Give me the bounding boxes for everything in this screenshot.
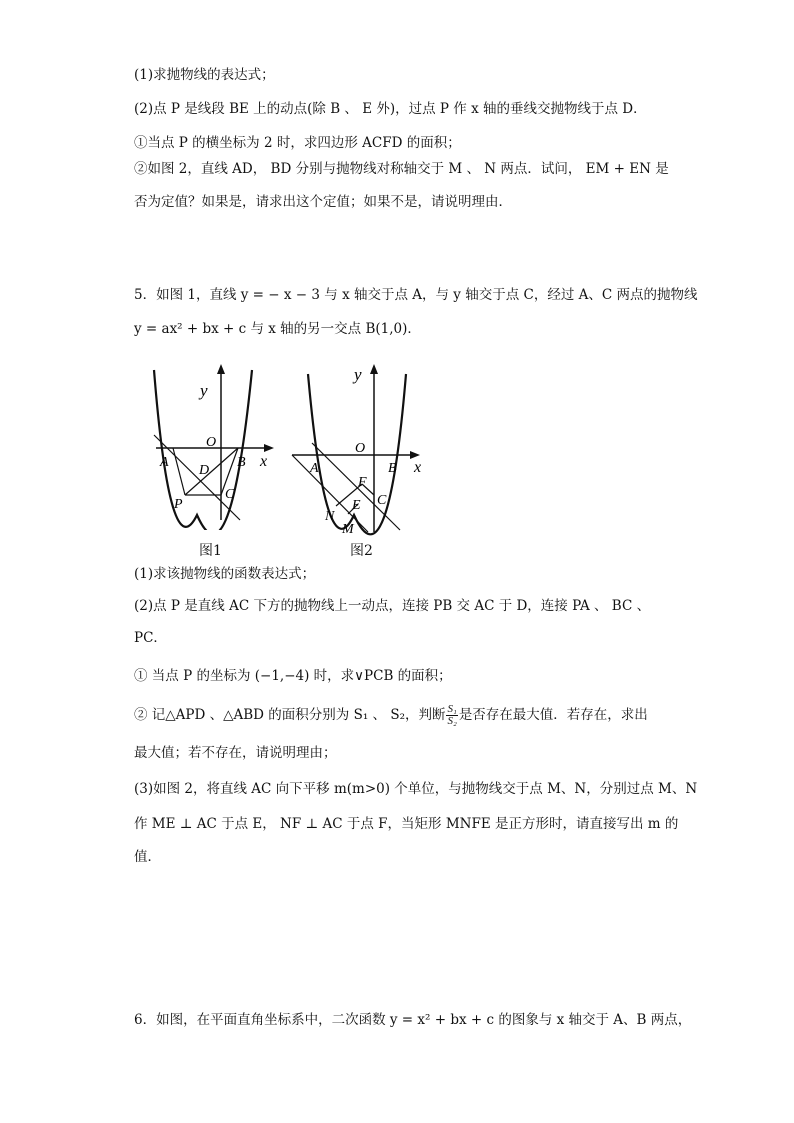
fig2-y-arrow [370,364,378,374]
q4-sub2-line1: ②如图 2，直线 AD， BD 分别与抛物线对称轴交于 M 、 N 两点．试问， EM + EN 是 [134,161,669,177]
fig1-label-d: D [199,463,210,478]
fig1-label-c: C [225,487,235,502]
fig1-label-y: y [200,381,208,400]
q5-stem-line1: 5．如图 1，直线 y = − x − 3 与 x 轴交于点 A，与 y 轴交于点 C，经过 A、C 两点的抛物线 [134,287,698,303]
fig2-label-m: M [342,522,354,537]
fig1-label-b: B [237,455,246,470]
q4-sub1: ①当点 P 的横坐标为 2 时，求四边形 ACFD 的面积； [134,135,461,151]
fig1-label-a: A [160,455,169,470]
q4-part1: (1)求抛物线的表达式； [134,67,275,83]
q5-sub2-pre: ② 记△APD 、△ABD 的面积分别为 S₁ 、 S₂，判断 [134,707,446,723]
fig2-label-e: E [352,498,361,513]
fig2-label-y: y [354,365,362,384]
figure-2 [288,360,438,540]
q5-sub2-line1 [134,704,648,727]
q5-part1: (1)求该抛物线的函数表达式； [134,566,316,582]
q5-part3-line1: (3)如图 2，将直线 AC 向下平移 m(m>0) 个单位，与抛物线交于点 M、N，分别过点 M、N [134,781,698,797]
q5-stem-line2: y = ax² + bx + c 与 x 轴的另一交点 B(1,0)． [134,321,421,337]
fig1-label-p: P [174,497,183,512]
fig1-line-pa [173,448,185,495]
fig2-x-arrow [410,451,420,459]
fig1-label-x: x [260,453,268,470]
fig1-y-arrow [217,364,225,374]
q5-sub2-line2: 最大值；若不存在，请说明理由； [134,745,337,761]
figure-1 [140,360,285,530]
q4-part2: (2)点 P 是线段 BE 上的动点(除 B 、 E 外)，过点 P 作 x 轴的垂线交抛物线于点 D． [134,101,647,117]
fig2-label-b: B [388,461,397,476]
fig1-label-o: O [206,435,217,450]
q5-sub2-fraction [446,704,457,727]
q5-sub2-post: 是否存在最大值．若存在，求出 [458,707,648,723]
figure-2-caption: 图2 [350,543,373,559]
q6-stem: 6．如图，在平面直角坐标系中，二次函数 y = x² + bx + c 的图象与 x 轴交于 A、B 两点， [134,1012,692,1028]
fig1-x-arrow [264,444,274,452]
fig2-label-o: O [355,441,366,456]
fig2-label-x: x [414,459,422,476]
fraction-denominator: S₂ [447,715,457,727]
fig2-label-a: A [310,461,319,476]
figure-1-caption: 图1 [199,543,222,559]
fraction-numerator: S₁ [447,703,457,715]
q5-part2-line1: (2)点 P 是直线 AC 下方的抛物线上一动点，连接 PB 交 AC 于 D，连接 PA 、 BC 、 [134,598,651,614]
fig2-label-f: F [358,475,367,490]
q5-part3-line3: 值． [134,849,161,865]
q5-sub1: ① 当点 P 的坐标为 (−1,−4) 时，求∨PCB 的面积； [134,668,452,684]
fig2-label-c: C [377,493,387,508]
q5-part2-line2: PC． [134,630,167,646]
fig2-label-n: N [325,509,335,524]
q5-part3-line2: 作 ME ⊥ AC 于点 E， NF ⊥ AC 于点 F，当矩形 MNFE 是正方形时，请直接写出 m 的 [134,816,679,832]
q4-sub2-line2: 否为定值？如果是，请求出这个定值；如果不是，请说明理由． [134,194,512,210]
